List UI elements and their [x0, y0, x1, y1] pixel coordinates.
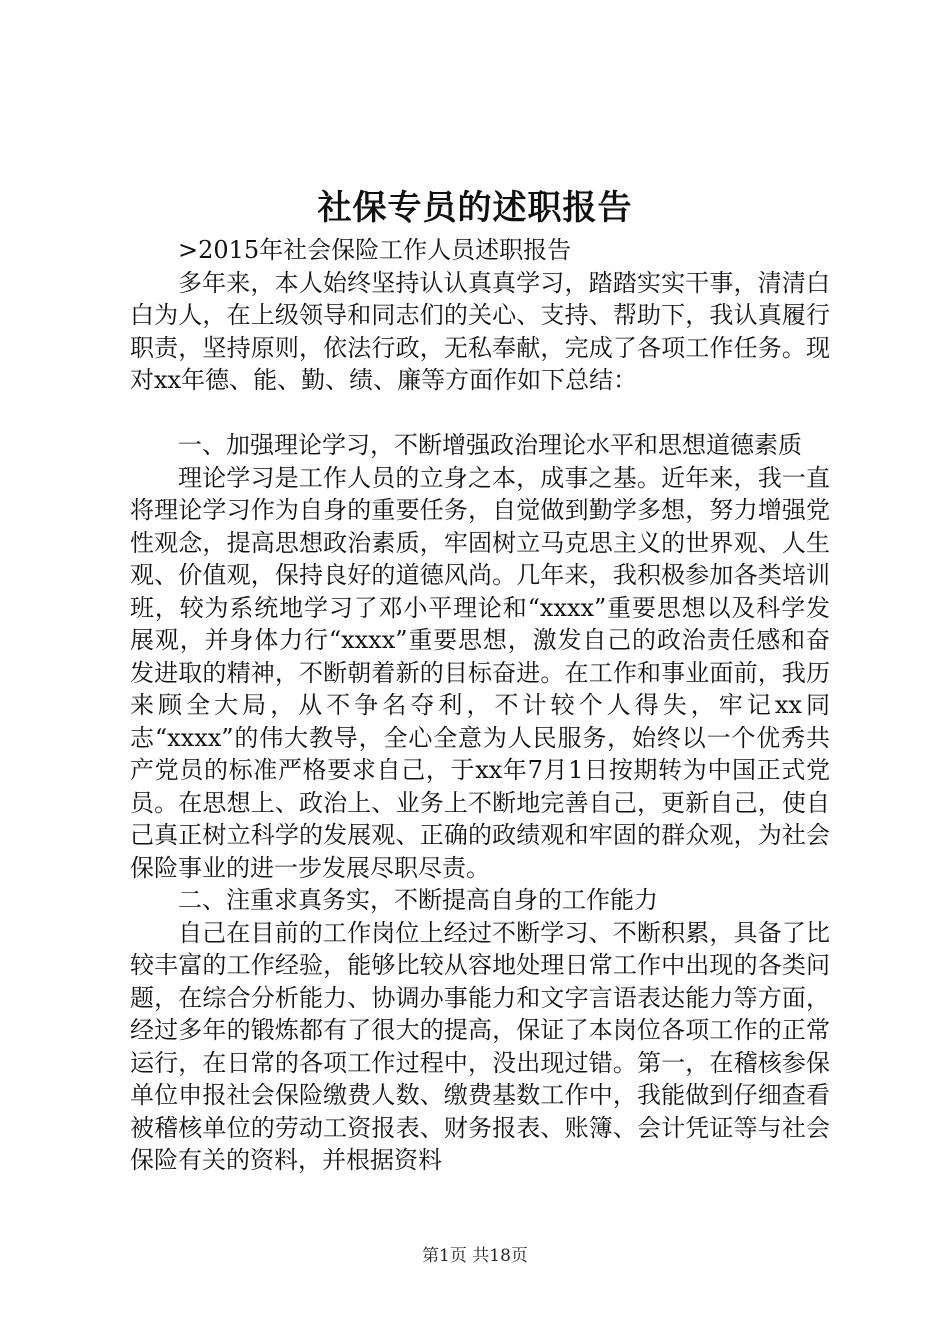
subtitle-paragraph: >2015年社会保险工作人员述职报告 [178, 236, 572, 264]
document-body [130, 234, 830, 1177]
section-2-paragraph: 自己在目前的工作岗位上经过不断学习、不断积累，具备了比较丰富的工作经验，能够比较从容地处理日常工作中出现的各类问题，在综合分析能力、协调办事能力和文字言语表达能力等方面，经过多年的锻炼都有了很大的提高，保证了本岗位各项工作的正常运行，在日常的各项工作过程中，没出现过错。第一，在稽核参保单位申报社会保险缴费人数、缴费基数工作中，我能做到仔细查看被稽核单位的劳动工资报表、财务报表、账簿、会计凭证等与社会保险有关的资料，并根据资料 [130, 918, 830, 1174]
section-heading-2: 二、注重求真务实，不断提高自身的工作能力 [178, 886, 658, 914]
intro-paragraph: 多年来，本人始终坚持认认真真学习，踏踏实实干事，清清白白为人，在上级领导和同志们的关心、支持、帮助下，我认真履行职责，坚持原则，依法行政，无私奉献，完成了各项工作任务。现对xx年德、能、勤、绩、廉等方面作如下总结： [130, 268, 830, 394]
section-heading-1: 一、加强理论学习，不断增强政治理论水平和思想道德素质 [178, 431, 802, 459]
document-title: 社保专员的述职报告 [317, 188, 633, 228]
section-1-paragraph: 理论学习是工作人员的立身之本，成事之基。近年来，我一直将理论学习作为自身的重要任务，自觉做到勤学多想，努力增强党性观念，提高思想政治素质，牢固树立马克思主义的世界观、人生观、价值观，保持良好的道德风尚。几年来，我积极参加各类培训班，较为系统地学习了邓小平理论和“xxxx”重要思想以及科学发展观，并身体力行“xxxx”重要思想，激发自己的政治责任感和奋发进取的精神，不断朝着新的目标奋进。在工作和事业面前，我历来顾全大局，从不争名夺利，不计较个人得失，牢记xx同志“xxxx”的伟大教导，全心全意为人民服务，始终以一个优秀共产党员的标准严格要求自己，于xx年7月1日按期转为中国正式党员。在思想上、政治上、业务上不断地完善自己，更新自己，使自己真正树立科学的发展观、正确的政绩观和牢固的群众观，为社会保险事业的进一步发展尽职尽责。 [130, 463, 830, 882]
page-number-footer: 第1页 共18页 [422, 1246, 528, 1266]
